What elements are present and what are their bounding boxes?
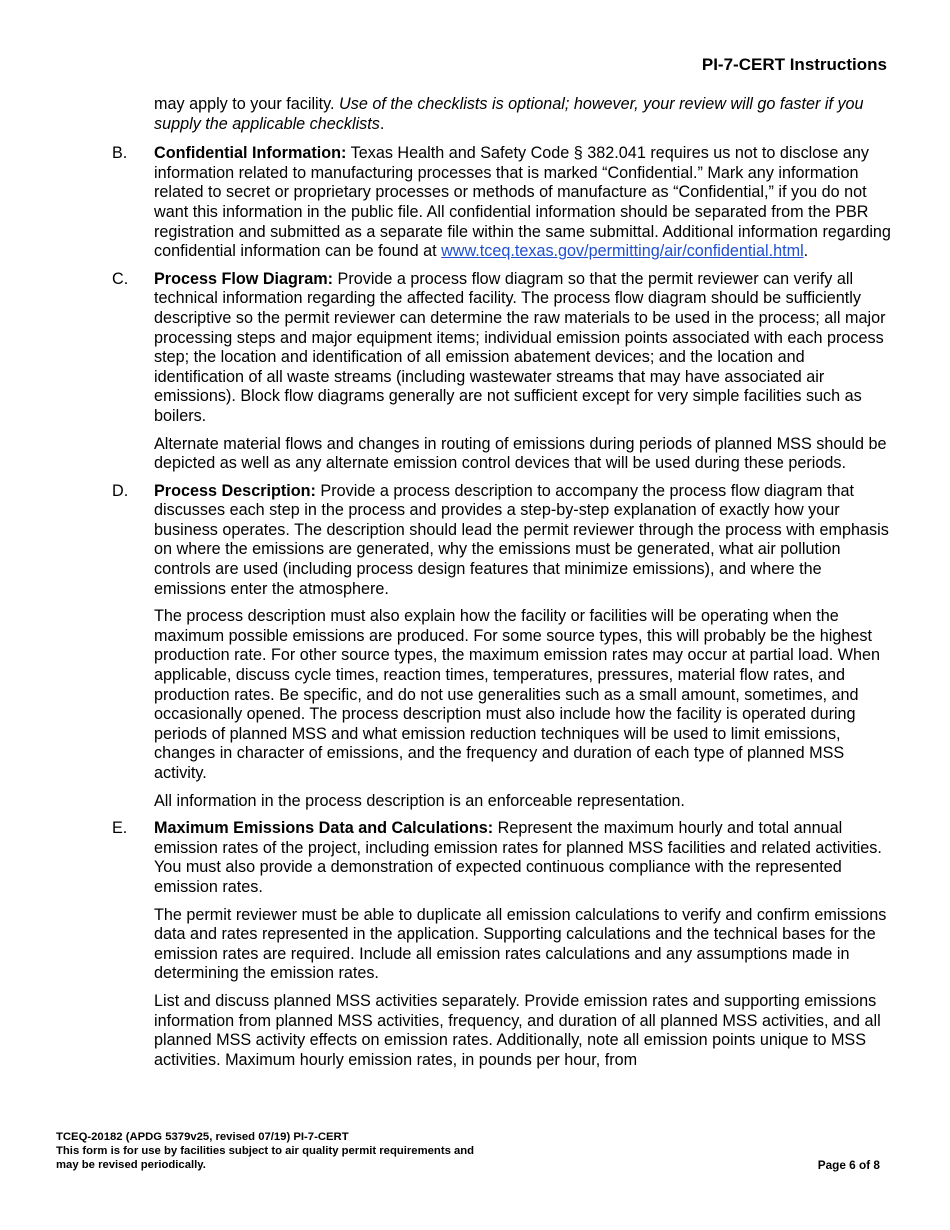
section-c-paragraph [154,270,894,427]
footer-line-1: TCEQ-20182 (APDG 5379v25, revised 07/19) PI-7-CERT [56,1131,349,1143]
footer-line-2: This form is for use by facilities subject to air quality permit requirements and [56,1145,475,1158]
section-d-heading: Process Description: [154,481,316,500]
page-number: Page 6 of 8 [817,1158,880,1172]
section-c-paragraph-2: Alternate material flows and changes in routing of emissions during periods of planned MSS should be depicted as well as any alternate emission control devices that will be used during these periods. [154,434,887,473]
section-b-paragraph [154,144,894,262]
section-c [112,269,894,427]
intro-end: . [379,114,385,133]
section-d-paragraph [154,482,894,600]
footer-form-info [56,1130,474,1173]
section-d-paragraph-3: All information in the process description is an enforceable representation. [154,791,685,810]
section-b-heading: Confidential Information: [154,144,347,163]
intro-text: may apply to your facility. [154,95,340,113]
section-d-paragraph-2: The process description must also explain how the facility or facilities will be operating when the maximum possible emissions are produced. For some source types, this will probably be the highest production rate. For other source types, the maximum emission rates may occur at partial load. When applicable, discuss cycle times, reaction times, temperatures, pressures, material flow rates, and production rates. Be specific, and do not use generalities such as a small amount, sometimes, and occasionally opened. The process description must also include how the facility is operated during periods of planned MSS and what emission reduction techniques will be used to limit emissions, changes in character of emissions, and the frequency and duration of each type of planned MSS activity. [154,607,881,782]
section-e-paragraph [154,819,894,897]
footer-line-3: may be revised periodically. [56,1159,206,1172]
section-c-letter: C. [112,269,129,288]
section-b-letter: B. [112,144,128,163]
section-e-letter: E. [112,819,128,838]
section-b-text: Texas Health and Safety Code § 382.041 requires us not to disclose any information related to manufacturing processes that is marked “Confidential.” Mark any information related to secret or proprietary processes or methods of manufacture as “Confidential,” if you do not want this information in the public file. All confidential information should be separated from the PBR registration and submitted as a separate file within the same submittal. Additional information regarding confidential information can be found at [154,144,891,261]
page-header-title: PI-7-CERT Instructions [701,55,887,74]
intro-italic: Use of the checklists is optional; however, your review will go faster if you supply the applicable checklists [154,95,864,133]
section-d-letter: D. [112,481,129,500]
section-d-text: Provide a process description to accompany the process flow diagram that discusses each step in the process and provides a step-by-step explanation of exactly how your business operates. The description should lead the permit reviewer through the process with emphasis on where the emissions are generated, why the emissions must be generated, what air pollution controls are used (including process design features that minimize emissions), and where the emissions enter the atmosphere. [154,481,889,598]
section-b [112,144,894,262]
section-c-heading: Process Flow Diagram: [154,269,334,288]
section-c-text: Provide a process flow diagram so that the permit reviewer can verify all technical information regarding the affected facility. The process flow diagram should be sufficiently descriptive so the permit reviewer can determine the raw materials to be used in the process; all major processing steps and major equipment items; individual emission points associated with each process step; the location and identification of all emission abatement devices; and the location and identification of all waste streams (including wastewater streams that may have associated air emissions). Block flow diagrams generally are not sufficient except for very simple facilities such as boilers. [154,269,886,425]
section-e-paragraph-3: List and discuss planned MSS activities separately. Provide emission rates and supporting emissions information from planned MSS activities, frequency, and duration of all planned MSS activities, and all planned MSS activity effects on emission rates. Additionally, note all emission points unique to MSS activities. Maximum hourly emission rates, in pounds per hour, from [154,991,881,1069]
confidential-info-link[interactable]: www.tceq.texas.gov/permitting/air/confidential.html [441,242,804,261]
section-e-paragraph-2: The permit reviewer must be able to duplicate all emission calculations to verify and confirm emissions data and rates represented in the application. Supporting calculations and the technical bases for the emission rates are required. Include all emission rates calculations and any assumptions made in determining the emission rates. [154,905,887,983]
section-e-text: Represent the maximum hourly and total annual emission rates of the project, including emission rates for planned MSS facilities and related activities. You must also provide a demonstration of expected continuous compliance with the represented emission rates. [154,819,882,896]
document-body [0,95,950,1078]
section-e [112,819,894,897]
section-b-end: . [803,242,809,261]
section-e-heading: Maximum Emissions Data and Calculations: [154,819,494,838]
intro-paragraph [154,95,894,134]
section-d [112,481,894,600]
